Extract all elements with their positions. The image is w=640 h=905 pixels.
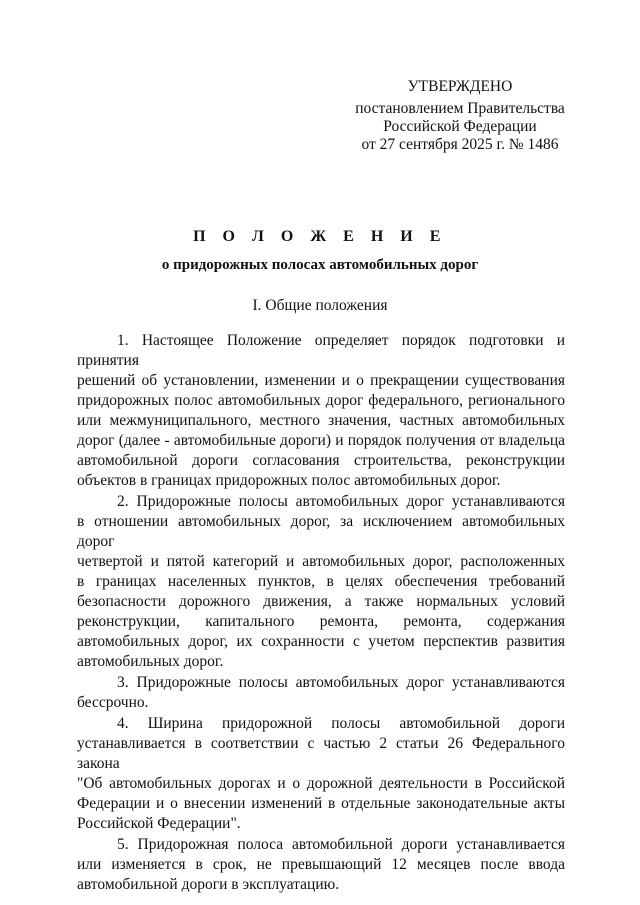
- paragraph-line: 5. Придорожная полоса автомобильной дороги устанавливается: [117, 836, 565, 853]
- paragraph-line: автомобильной дороги в эксплуатацию.: [77, 876, 340, 893]
- paragraph-line: решений об установлении, изменении и о прекращении существования: [77, 372, 565, 389]
- paragraph-line: или изменяется в срок, не превышающий 12 месяцев после ввода: [77, 856, 565, 873]
- paragraph-line: автомобильных дорог.: [77, 653, 224, 670]
- paragraph-line: 1. Настоящее Положение определяет порядок подготовки и принятия: [77, 332, 565, 369]
- paragraph-5: [77, 835, 565, 895]
- document-subtitle: о придорожных полосах автомобильных дорог: [161, 257, 479, 273]
- paragraph-line: в границах населенных пунктов, в целях обеспечения требований: [77, 573, 565, 590]
- approval-line-1: постановлением Правительства: [355, 100, 565, 117]
- paragraph-line: "Об автомобильных дорогах и о дорожной деятельности в Российской: [77, 775, 565, 792]
- paragraph-line: дорог (далее - автомобильные дороги) и порядок получения от владельца: [77, 432, 565, 449]
- paragraph-line: 4. Ширина придорожной полосы автомобильной дороги: [117, 715, 565, 732]
- paragraph-3: [77, 673, 565, 713]
- paragraph-line: в отношении автомобильных дорог, за исключением автомобильных дорог: [77, 513, 565, 550]
- document-body: [77, 331, 565, 896]
- approval-block: [340, 78, 580, 154]
- paragraph-line: 3. Придорожные полосы автомобильных дорог устанавливаются: [117, 674, 565, 691]
- paragraph-line: объектов в границах придорожных полос автомобильных дорог.: [77, 472, 501, 489]
- paragraph-line: устанавливается в соответствии с частью 2 статьи 26 Федерального закона: [77, 735, 565, 772]
- paragraph-line: или межмуниципального, местного значения, частных автомобильных: [77, 412, 565, 429]
- paragraph-line: автомобильной дороги согласования строительства, реконструкции: [77, 452, 565, 469]
- approval-stamp: УТВЕРЖДЕНО: [407, 78, 513, 95]
- paragraph-line: бессрочно.: [77, 694, 149, 711]
- section-heading: I. Общие положения: [252, 297, 388, 314]
- paragraph-line: безопасности дорожного движения, а также нормальных условий: [77, 593, 565, 610]
- paragraph-2: [77, 492, 565, 672]
- paragraph-line: четвертой и пятой категорий и автомобильных дорог, расположенных: [77, 553, 565, 570]
- paragraph-4: [77, 714, 565, 834]
- paragraph-line: Федерации и о внесении изменений в отдельные законодательные акты: [77, 795, 565, 812]
- approval-line-3: от 27 сентября 2025 г. № 1486: [361, 136, 559, 153]
- approval-line-2: Российской Федерации: [383, 118, 537, 135]
- paragraph-1: [77, 331, 565, 491]
- paragraph-line: придорожных полос автомобильных дорог федерального, регионального: [77, 392, 565, 409]
- paragraph-line: 2. Придорожные полосы автомобильных дорог устанавливаются: [117, 493, 565, 510]
- document-title: П О Л О Ж Е Н И Е: [193, 228, 447, 245]
- paragraph-line: Российской Федерации".: [77, 815, 241, 832]
- paragraph-line: реконструкции, капитального ремонта, ремонта, содержания: [77, 613, 565, 630]
- paragraph-line: автомобильных дорог, их сохранности с учетом перспектив развития: [77, 633, 565, 650]
